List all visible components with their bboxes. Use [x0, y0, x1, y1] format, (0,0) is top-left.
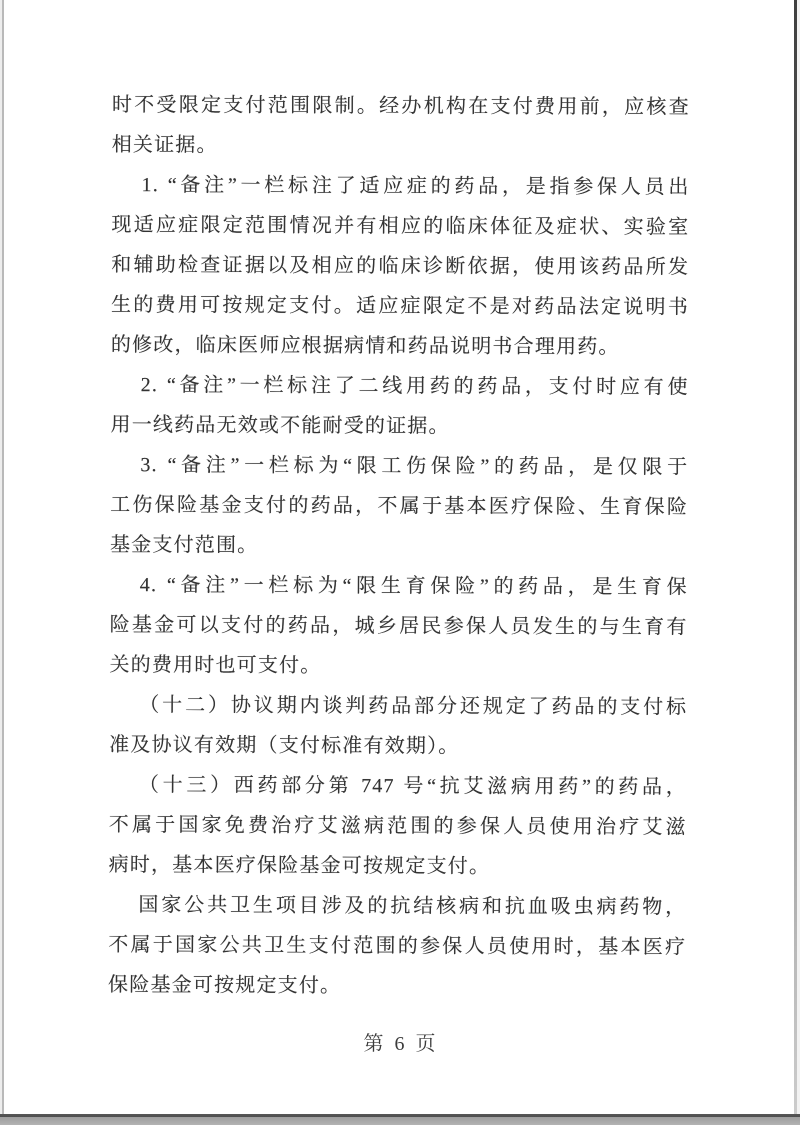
page-right-edge — [794, 0, 797, 1116]
text-line: 工伤保险基金支付的药品，不属于基本医疗保险、生育保险 — [110, 493, 689, 519]
text-line: 国家公共卫生项目涉及的抗结核病和抗血吸虫病药物， — [138, 894, 687, 919]
text-line: 的修改，临床医师应根据病情和药品说明书合理用药。 — [110, 333, 620, 359]
text-line: 保险基金可按规定支付。 — [108, 973, 342, 998]
text-line: 用一线药品无效或不能耐受的证据。 — [110, 413, 450, 438]
text-line: 4. “备注”一栏标为“限生育保险”的药品，是生育保 — [139, 574, 688, 599]
text-line: 时不受限定支付范围限制。经办机构在支付费用前，应核查 — [111, 93, 690, 119]
text-line: （十二）协议期内谈判药品部分还规定了药品的支付标 — [139, 694, 688, 719]
document-text-block — [108, 85, 690, 1008]
text-line: 生的费用可按规定支付。适应症限定不是对药品法定说明书 — [110, 293, 690, 319]
text-line: 不属于国家公共卫生支付范围的参保人员使用时，基本医疗 — [108, 933, 687, 959]
text-line: 3. “备注”一栏标为“限工伤保险”的药品，是仅限于 — [140, 454, 689, 479]
text-line: 关的费用时也可支付。 — [109, 653, 322, 677]
text-line: 2. “备注”一栏标注了二线用药的药品，支付时应有使 — [140, 374, 689, 399]
text-line: 1. “备注”一栏标注了适应症的药品，是指参保人员出 — [141, 174, 690, 199]
text-line: （十三）西药部分第 747 号“抗艾滋病用药”的药品， — [138, 774, 687, 799]
page-bottom-edge — [0, 1114, 800, 1125]
text-line: 病时，基本医疗保险基金可按规定支付。 — [108, 853, 491, 878]
text-line: 准及协议有效期（支付标准有效期）。 — [109, 733, 460, 758]
text-line: 和辅助检查证据以及相应的临床诊断依据，使用该药品所发 — [111, 253, 690, 279]
text-line: 不属于国家免费治疗艾滋病范围的参保人员使用治疗艾滋 — [108, 813, 687, 839]
text-line: 基金支付范围。 — [109, 533, 259, 557]
text-line: 相关证据。 — [111, 133, 218, 157]
page-number: 第 6 页 — [363, 1033, 439, 1055]
text-line: 现适应症限定范围情况并有相应的临床体征及症状、实验室 — [111, 213, 690, 239]
text-line: 险基金可以支付的药品，城乡居民参保人员发生的与生育有 — [109, 613, 688, 639]
page-left-edge — [2, 0, 4, 1115]
